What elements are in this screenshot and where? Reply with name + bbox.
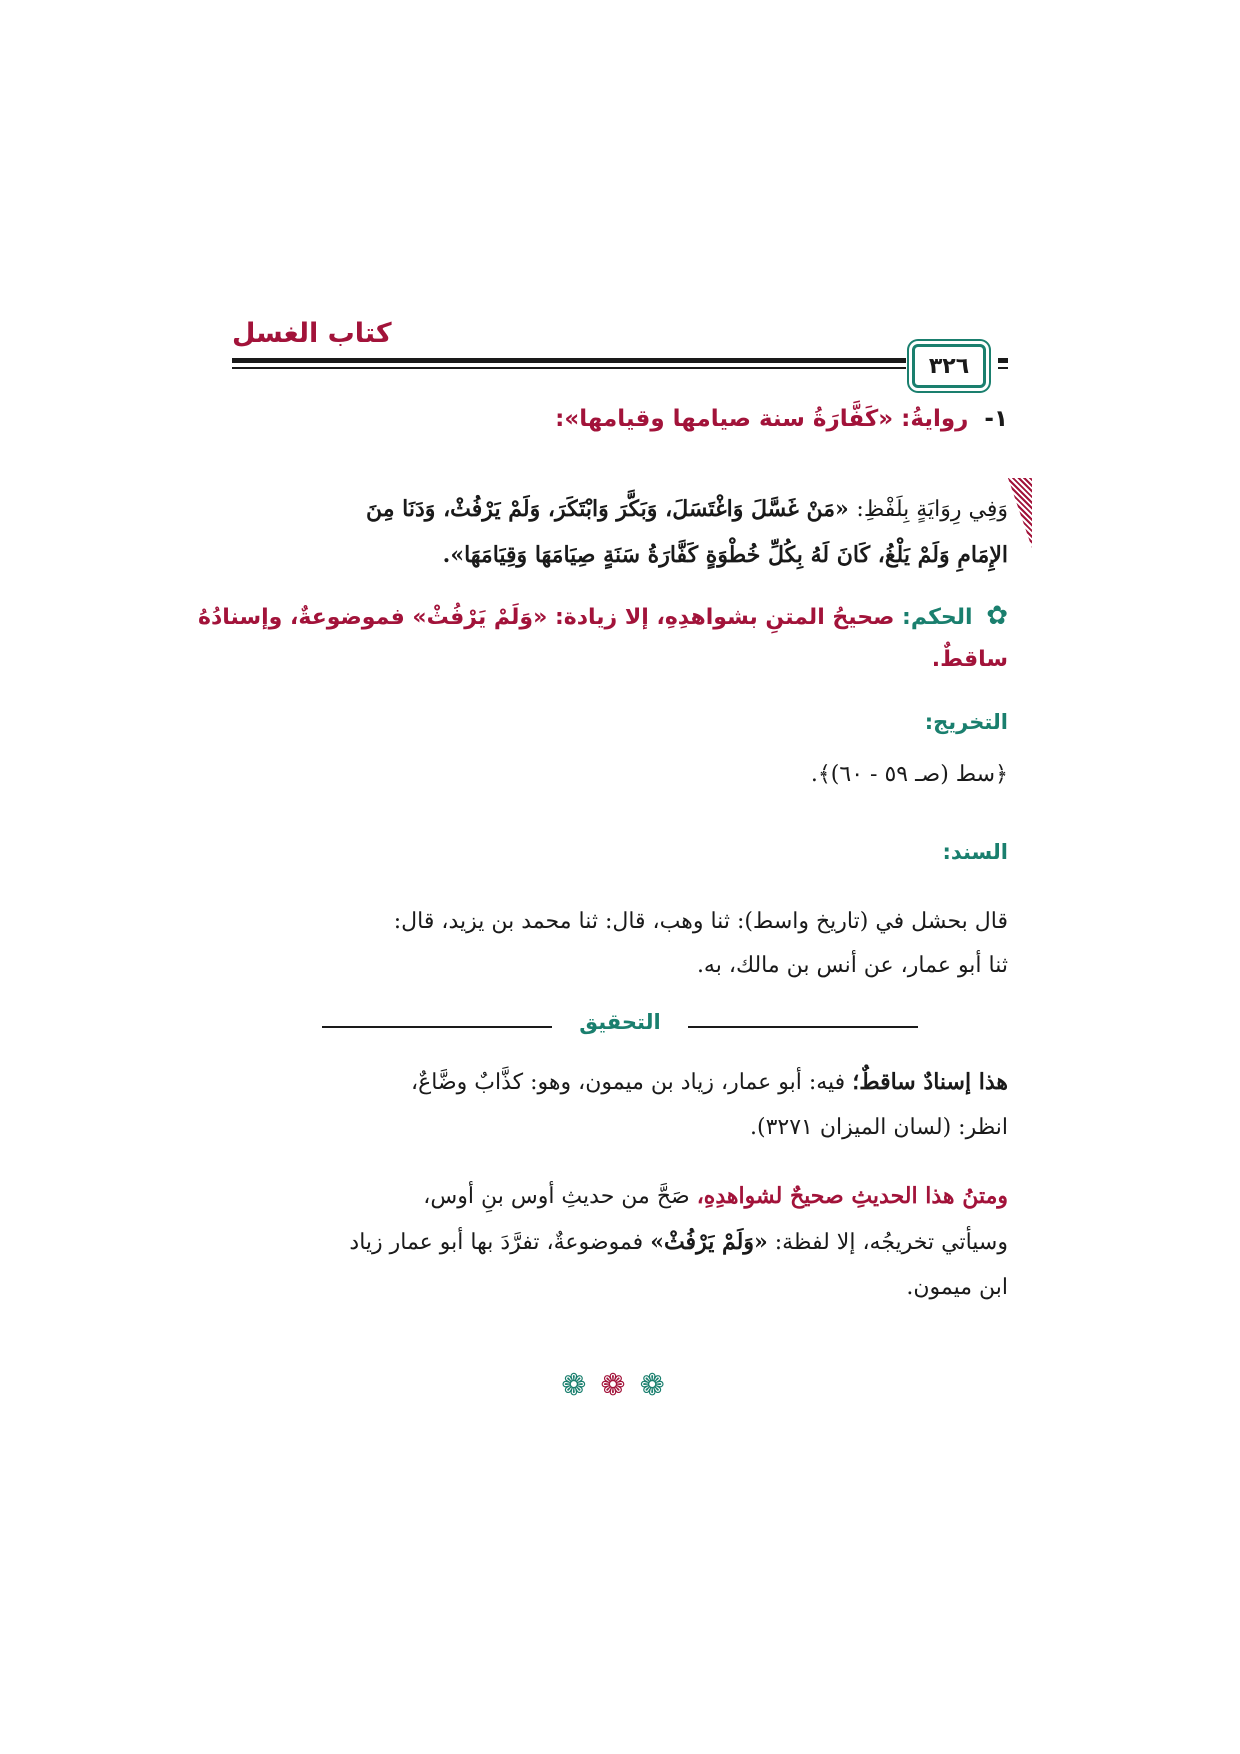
end-ornaments xyxy=(232,1368,1008,1403)
ornament-flower-icon: ❁ xyxy=(639,1368,679,1403)
narration-text-1: «مَنْ غَسَّلَ وَاغْتَسَلَ، وَبَكَّرَ وَابْتَكَرَ، وَلَمْ يَرْفُثْ، وَدَنَا مِنَ xyxy=(365,496,849,522)
tahqiq-p2-red: ومتنُ هذا الحديثِ صحيحٌ لشواهدِهِ، xyxy=(696,1183,1008,1209)
tahqiq-p1-line-1 xyxy=(411,1060,1008,1105)
page-number: ٣٢٦ xyxy=(928,353,970,379)
section-heading xyxy=(555,406,1008,432)
tahqiq-p2-rest: صَحَّ من حديثِ أوس بنِ أوس، xyxy=(423,1184,690,1209)
section-title: روايةُ: «كَفَّارَةُ سنة صيامها وقيامها»: xyxy=(555,406,969,432)
tahqiq-p2-line2b: «وَلَمْ يَرْفُثْ» xyxy=(650,1229,768,1255)
tahqiq-p1-bold: هذا إسنادٌ ساقطٌ؛ xyxy=(852,1069,1008,1095)
tahqiq-p2-line-3: ابن ميمون. xyxy=(906,1275,1008,1300)
header-rule xyxy=(232,358,1008,363)
sanad-line-2: ثنا أبو عمار، عن أنس بن مالك، به. xyxy=(696,953,1008,978)
book-title: كتاب الغسل xyxy=(232,318,392,349)
ruling-line-1 xyxy=(198,594,1008,640)
tahqiq-p2-line-2 xyxy=(349,1220,1008,1265)
ruling-line-2: ساقطٌ. xyxy=(931,647,1008,672)
narration-line-2: الإِمَامِ وَلَمْ يَلْغُ، كَانَ لَهُ بِكُلِّ خُطْوَةٍ كَفَّارَةُ سَنَةٍ صِيَامَهَا وَقِيَامَهَا». xyxy=(442,542,1008,568)
page-number-badge xyxy=(912,344,986,388)
corner-ornament-icon xyxy=(1008,478,1032,548)
tahqiq-p2-line2a: وسيأتي تخريجُه، إلا لفظة: xyxy=(774,1230,1008,1255)
section-number: ١- xyxy=(984,406,1008,432)
tahqiq-p2-line2c: فموضوعةٌ، تفرَّدَ بها أبو عمار زياد xyxy=(349,1230,644,1255)
takhrij-heading: التخريج: xyxy=(924,710,1008,734)
tahqiq-p2-line-1 xyxy=(423,1174,1008,1219)
header-rule-thin xyxy=(232,367,1008,369)
narration-line-1 xyxy=(366,486,1008,533)
ornament-flower-icon: ❁ xyxy=(561,1368,601,1403)
tahqiq-heading: التحقيق xyxy=(579,1010,661,1034)
ruling-text-1: صحيحُ المتنِ بشواهدِهِ، إلا زيادة: «وَلَمْ يَرْفُثْ» فموضوعةٌ، وإسنادُهُ xyxy=(197,605,895,630)
takhrij-reference: ﴿سط (صـ ٥٩ - ٦٠)﴾. xyxy=(810,762,1008,787)
flower-icon: ✿ xyxy=(986,601,1008,631)
ornament-flower-icon: ❁ xyxy=(600,1368,640,1403)
tahqiq-p1-line-2: انظر: (لسان الميزان ٣٢٧١). xyxy=(749,1115,1008,1140)
sanad-line-1: قال بحشل في (تاريخ واسط): ثنا وهب، قال: ثنا محمد بن يزيد، قال: xyxy=(393,909,1008,934)
narration-lead: وَفِي رِوَايَةٍ بِلَفْظِ: xyxy=(856,497,1008,522)
page-header xyxy=(232,318,1008,378)
ruling-key: الحكم: xyxy=(902,605,973,630)
page xyxy=(197,318,1008,1403)
sanad-heading: السند: xyxy=(942,840,1008,864)
tahqiq-p1-rest: فيه: أبو عمار، زياد بن ميمون، وهو: كذَّابٌ وضَّاعٌ، xyxy=(411,1070,846,1095)
tahqiq-divider xyxy=(232,1012,1008,1042)
